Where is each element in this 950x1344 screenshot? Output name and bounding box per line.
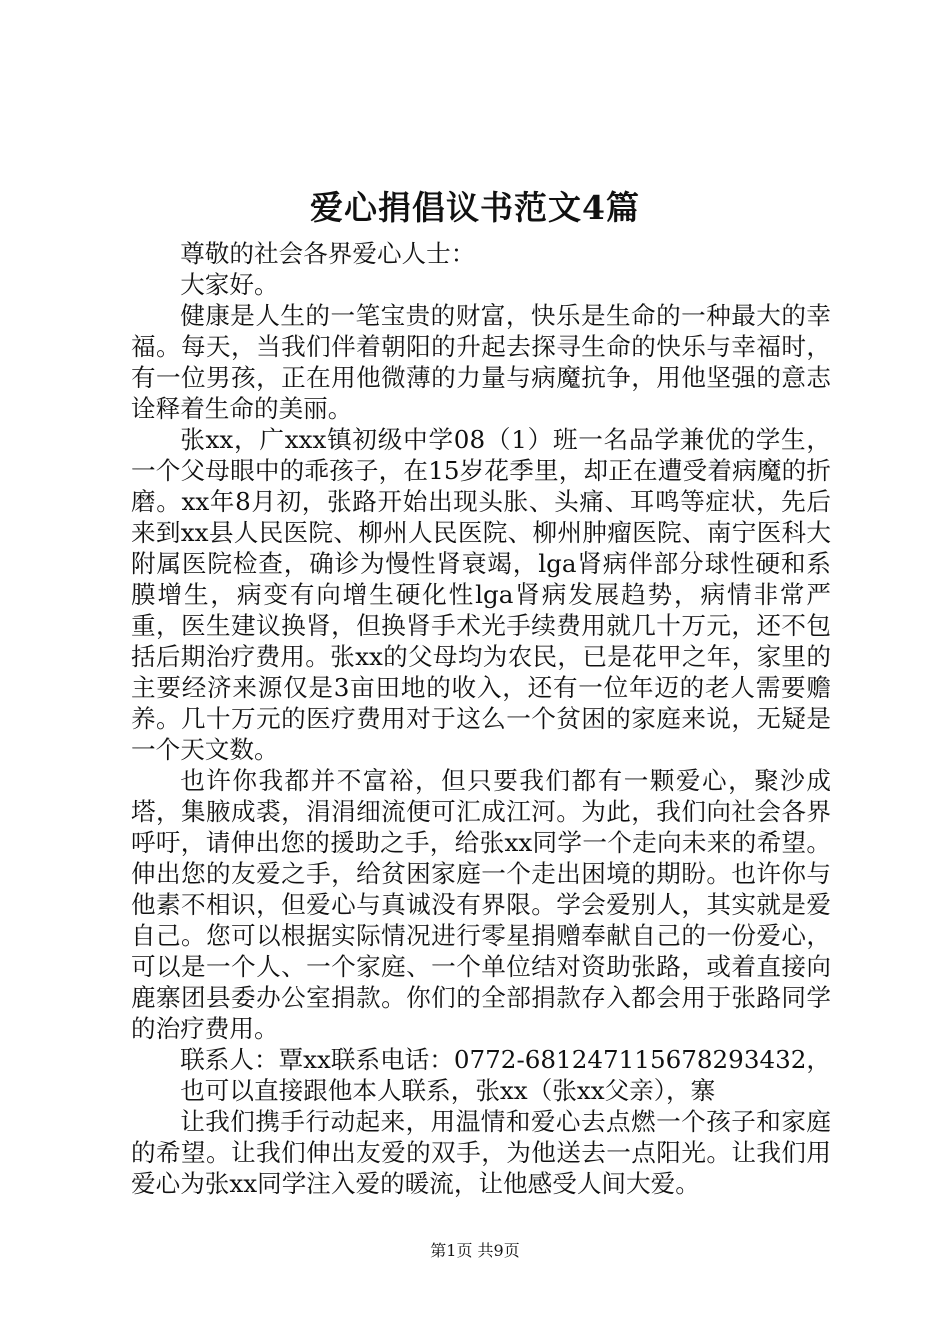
greeting: 大家好。 xyxy=(180,270,279,299)
document-body xyxy=(131,238,831,1199)
paragraph: 张xx，广xxx镇初级中学08（1）班一名品学兼优的学生，一个父母眼中的乖孩子，在15岁花季里，却正在遭受着病魔的折磨。xx年8月初，张路开始出现头胀、头痛、耳鸣等症状，先后来到xx县人民医院、柳州人民医院、柳州肿瘤医院、南宁医科大附属医院检查，确诊为慢性肾衰竭，lga肾病伴部分球性硬和系膜增生，病变有向增生硬化性lga肾病发展趋势，病情非常严重，医生建议换肾，但换肾手术光手续费用就几十万元，还不包括后期治疗费用。张xx的父母均为农民，已是花甲之年，家里的主要经济来源仅是3亩田地的收入，还有一位年迈的老人需要赡养。几十万元的医疗费用对于这么一个贫困的家庭来说，无疑是一个天文数。 xyxy=(131,425,831,764)
contact-line: 联系人：覃xx联系电话：0772-681247115678293432， xyxy=(180,1045,832,1074)
paragraph: 健康是人生的一笔宝贵的财富，快乐是生命的一种最大的幸福。每天，当我们伴着朝阳的升起去探寻生命的快乐与幸福时，有一位男孩，正在用他微薄的力量与病魔抗争，用他坚强的意志诠释着生命的美丽。 xyxy=(131,301,831,423)
salutation: 尊敬的社会各界爱心人士： xyxy=(180,239,476,268)
page-footer: 第1页 共9页 xyxy=(430,1241,520,1260)
paragraph: 让我们携手行动起来，用温情和爱心去点燃一个孩子和家庭的希望。让我们伸出友爱的双手，为他送去一点阳光。让我们用爱心为张xx同学注入爱的暖流，让他感受人间大爱。 xyxy=(131,1107,831,1198)
document-title: 爱心捐倡议书范文4篇 xyxy=(310,188,640,227)
contact-line: 也可以直接跟他本人联系，张xx（张xx父亲），寨 xyxy=(180,1076,716,1105)
paragraph: 也许你我都并不富裕，但只要我们都有一颗爱心，聚沙成塔，集腋成裘，涓涓细流便可汇成江河。为此，我们向社会各界呼吁，请伸出您的援助之手，给张xx同学一个走向未来的希望。伸出您的友爱之手，给贫困家庭一个走出困境的期盼。也许你与他素不相识，但爱心与真诚没有界限。学会爱别人，其实就是爱自己。您可以根据实际情况进行零星捐赠奉献自己的一份爱心，可以是一个人、一个家庭、一个单位结对资助张路，或着直接向鹿寨团县委办公室捐款。你们的全部捐款存入都会用于张路同学的治疗费用。 xyxy=(131,766,831,1043)
